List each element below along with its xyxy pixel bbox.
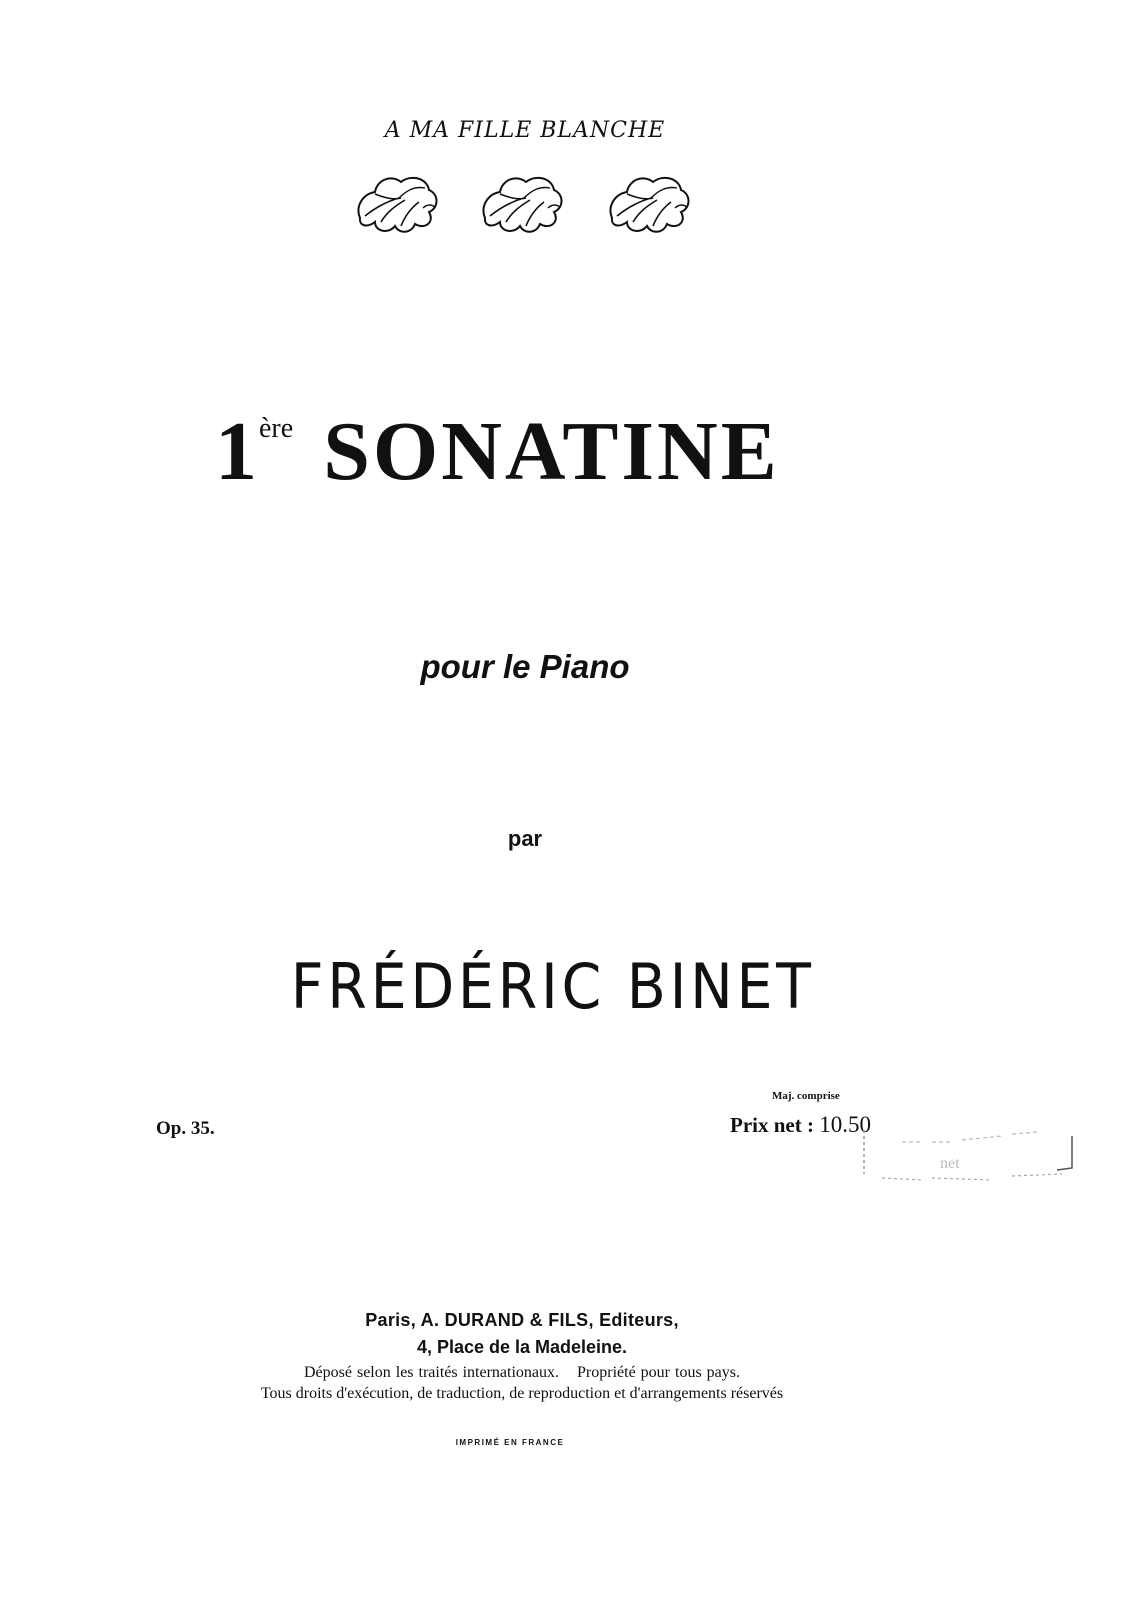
ivy-leaf-icon [610, 178, 688, 232]
legal-line-1 [0, 1364, 1044, 1382]
printed-in: IMPRIMÉ EN FRANCE [455, 1438, 565, 1447]
price-value: 10.50 [819, 1112, 871, 1137]
stamp-text: net [940, 1155, 960, 1172]
by-line: par [507, 826, 543, 851]
price-label: Prix net : [730, 1113, 814, 1137]
price-line [730, 1112, 871, 1138]
title-number: 1 [215, 405, 257, 498]
dedication: A MA FILLE BLANCHE [384, 118, 666, 143]
opus-number: Op. 35. [156, 1118, 215, 1139]
title-superscript: ère [259, 413, 294, 444]
price-stamp [862, 1128, 1077, 1188]
ivy-leaf-icon [358, 178, 436, 232]
page-title [215, 405, 855, 498]
composer-name: FRÉDÉRIC BINET [290, 950, 815, 1023]
ornaments [355, 168, 695, 238]
publisher-line: Paris, A. DURAND & FILS, Editeurs, [365, 1310, 679, 1330]
ivy-leaf-icon [483, 178, 561, 232]
tax-note: Maj. comprise [772, 1090, 840, 1102]
subtitle: pour le Piano [420, 648, 630, 685]
legal-property: Propriété pour tous pays. [577, 1364, 741, 1381]
legal-deposit: Déposé selon les traités internationaux. [303, 1364, 560, 1381]
publisher-address: 4, Place de la Madeleine. [416, 1337, 628, 1357]
legal-line-2: Tous droits d'exécution, de traduction, de reproduction et d'arrangements réservés [260, 1385, 784, 1402]
title-word: SONATINE [323, 405, 780, 498]
